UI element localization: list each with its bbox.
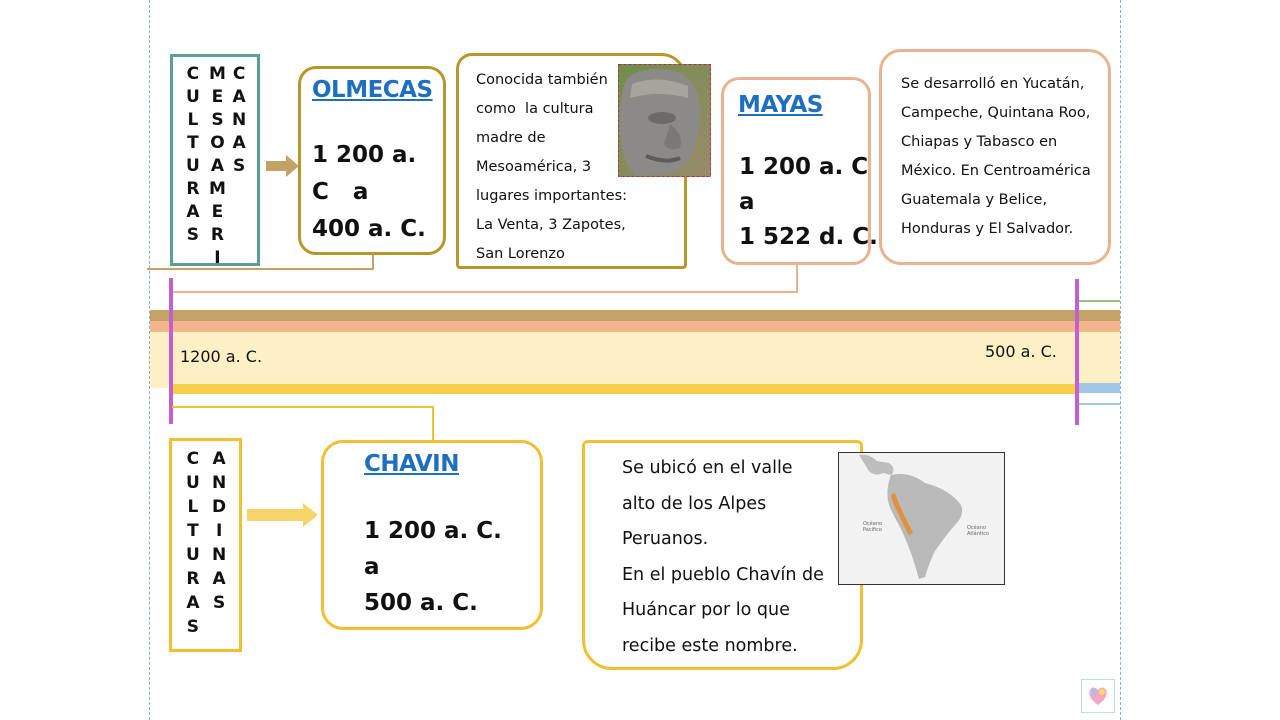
date-line: 1 200 a. C. bbox=[364, 518, 502, 544]
vertical-letter: N bbox=[212, 473, 227, 493]
heart-logo-icon bbox=[1081, 679, 1115, 713]
vertical-letter: A bbox=[210, 156, 225, 176]
vertical-letter: U bbox=[186, 545, 200, 565]
description-line: Guatemala y Belice, bbox=[901, 192, 1048, 208]
map-label-atlantic: Océano Atlántico bbox=[967, 525, 990, 537]
vertical-letter: N bbox=[232, 110, 247, 130]
description-line: como la cultura bbox=[476, 101, 594, 117]
vertical-letter: S bbox=[186, 617, 200, 637]
vertical-letter: U bbox=[186, 87, 200, 107]
chavin-description bbox=[622, 451, 824, 664]
vertical-text-canas bbox=[232, 63, 246, 178]
date-line: C a bbox=[312, 179, 369, 205]
mayas-card bbox=[721, 77, 878, 265]
vertical-letter: A bbox=[232, 133, 246, 153]
chavin-connector-vertical bbox=[432, 406, 434, 441]
timeline-end-marker bbox=[1075, 279, 1079, 425]
mayas-description bbox=[901, 70, 1091, 244]
right-arrow-icon bbox=[266, 155, 300, 177]
mayas-description-card bbox=[879, 49, 1111, 265]
vertical-letter: S bbox=[232, 156, 246, 176]
timeline-start-label: 1200 a. C. bbox=[180, 347, 263, 366]
olmecas-card bbox=[298, 66, 446, 255]
vertical-letter: I bbox=[214, 248, 221, 268]
vertical-letter: U bbox=[186, 473, 200, 493]
vertical-letter: S bbox=[212, 593, 226, 613]
vertical-letter: A bbox=[232, 87, 246, 107]
date-line: 1 200 a. C bbox=[739, 154, 869, 180]
date-line: a bbox=[364, 554, 380, 580]
olmecas-connector-line bbox=[147, 268, 374, 270]
culturas-mesoamericanas-box bbox=[170, 54, 260, 266]
olmecas-title: OLMECAS bbox=[312, 77, 433, 103]
olmecas-dates bbox=[312, 137, 426, 248]
description-line: Chiapas y Tabasco en bbox=[901, 134, 1058, 150]
vertical-letter: T bbox=[187, 521, 199, 541]
culturas-andinas-box bbox=[169, 438, 242, 652]
vertical-letter: A bbox=[186, 202, 200, 222]
vertical-letter: A bbox=[212, 569, 226, 589]
description-line: Peruanos. bbox=[622, 529, 709, 549]
description-line: La Venta, 3 Zapotes, bbox=[476, 217, 626, 233]
description-line: México. En Centroamérica bbox=[901, 163, 1091, 179]
chavin-card bbox=[321, 440, 543, 630]
vertical-letter: L bbox=[187, 110, 199, 130]
timeline-band-blue bbox=[1079, 383, 1120, 393]
vertical-text-culturas bbox=[186, 447, 200, 639]
south-america-map bbox=[838, 452, 1005, 585]
vertical-text-culturas bbox=[186, 63, 200, 247]
date-line: 1 200 a. bbox=[312, 142, 417, 168]
chavin-connector-line bbox=[172, 406, 434, 408]
vertical-letter: N bbox=[212, 545, 227, 565]
timeline-line-lightblue bbox=[1079, 403, 1120, 405]
description-line: En el pueblo Chavín de bbox=[622, 564, 824, 585]
vertical-letter: E bbox=[211, 87, 224, 107]
date-line: 1 522 d. C. bbox=[739, 224, 878, 250]
mayas-dates bbox=[739, 150, 878, 255]
timeline-band-olmec bbox=[150, 310, 1120, 321]
description-line: recibe este nombre. bbox=[622, 635, 798, 656]
vertical-letter: C bbox=[186, 449, 200, 469]
vertical-text-mesoameri bbox=[209, 63, 226, 270]
mayas-title: MAYAS bbox=[738, 92, 823, 118]
right-arrow-icon bbox=[247, 503, 319, 527]
vertical-letter: C bbox=[186, 64, 200, 84]
vertical-letter: O bbox=[210, 133, 225, 153]
vertical-letter: M bbox=[209, 64, 226, 84]
timeline-end-label: 500 a. C. bbox=[985, 342, 1057, 361]
chavin-dates bbox=[364, 513, 502, 621]
vertical-letter: S bbox=[211, 110, 224, 130]
timeline-band-maya bbox=[150, 321, 1120, 332]
vertical-text-andinas bbox=[212, 447, 226, 615]
right-guide-line bbox=[1120, 0, 1121, 720]
timeline-band-background bbox=[150, 332, 1120, 388]
vertical-letter: L bbox=[187, 497, 199, 517]
description-line: Conocida también bbox=[476, 72, 608, 88]
description-line: Campeche, Quintana Roo, bbox=[901, 105, 1091, 121]
description-line: Se desarrolló en Yucatán, bbox=[901, 76, 1085, 92]
vertical-letter: E bbox=[211, 202, 224, 222]
date-line: a bbox=[739, 189, 755, 215]
vertical-letter: S bbox=[186, 225, 200, 245]
date-line: 500 a. C. bbox=[364, 590, 478, 616]
timeline-band-chavin bbox=[172, 384, 1076, 394]
description-line: San Lorenzo bbox=[476, 246, 565, 262]
vertical-letter: U bbox=[186, 156, 200, 176]
chavin-description-card bbox=[582, 440, 863, 670]
description-line: lugares importantes: bbox=[476, 188, 628, 204]
date-line: 400 a. C. bbox=[312, 216, 426, 242]
timeline-start-marker bbox=[169, 278, 173, 424]
vertical-letter: A bbox=[212, 449, 226, 469]
vertical-letter: T bbox=[187, 133, 199, 153]
chavin-title: CHAVIN bbox=[364, 451, 459, 477]
olmecas-description bbox=[476, 66, 627, 269]
vertical-letter: C bbox=[232, 64, 246, 84]
mayas-connector-vertical bbox=[796, 265, 798, 293]
map-label-pacific: Océano Pacífico bbox=[863, 521, 883, 533]
vertical-letter: R bbox=[210, 225, 224, 245]
vertical-letter: A bbox=[186, 593, 200, 613]
timeline-line-green bbox=[1079, 300, 1120, 302]
vertical-letter: R bbox=[186, 179, 200, 199]
vertical-letter: R bbox=[186, 569, 200, 589]
olmecas-connector-vertical bbox=[372, 255, 374, 270]
vertical-letter: M bbox=[209, 179, 226, 199]
description-line: Mesoamérica, 3 bbox=[476, 159, 592, 175]
south-america-map-icon bbox=[839, 453, 1005, 585]
description-line: Huáncar por lo que bbox=[622, 600, 790, 620]
vertical-letter: I bbox=[215, 521, 223, 541]
olmec-head-photo bbox=[618, 64, 711, 177]
mayas-connector-line bbox=[172, 291, 798, 293]
description-line: Honduras y El Salvador. bbox=[901, 221, 1074, 237]
description-line: alto de los Alpes bbox=[622, 493, 767, 514]
description-line: madre de bbox=[476, 130, 546, 146]
vertical-letter: D bbox=[212, 497, 227, 517]
description-line: Se ubicó en el valle bbox=[622, 458, 793, 478]
